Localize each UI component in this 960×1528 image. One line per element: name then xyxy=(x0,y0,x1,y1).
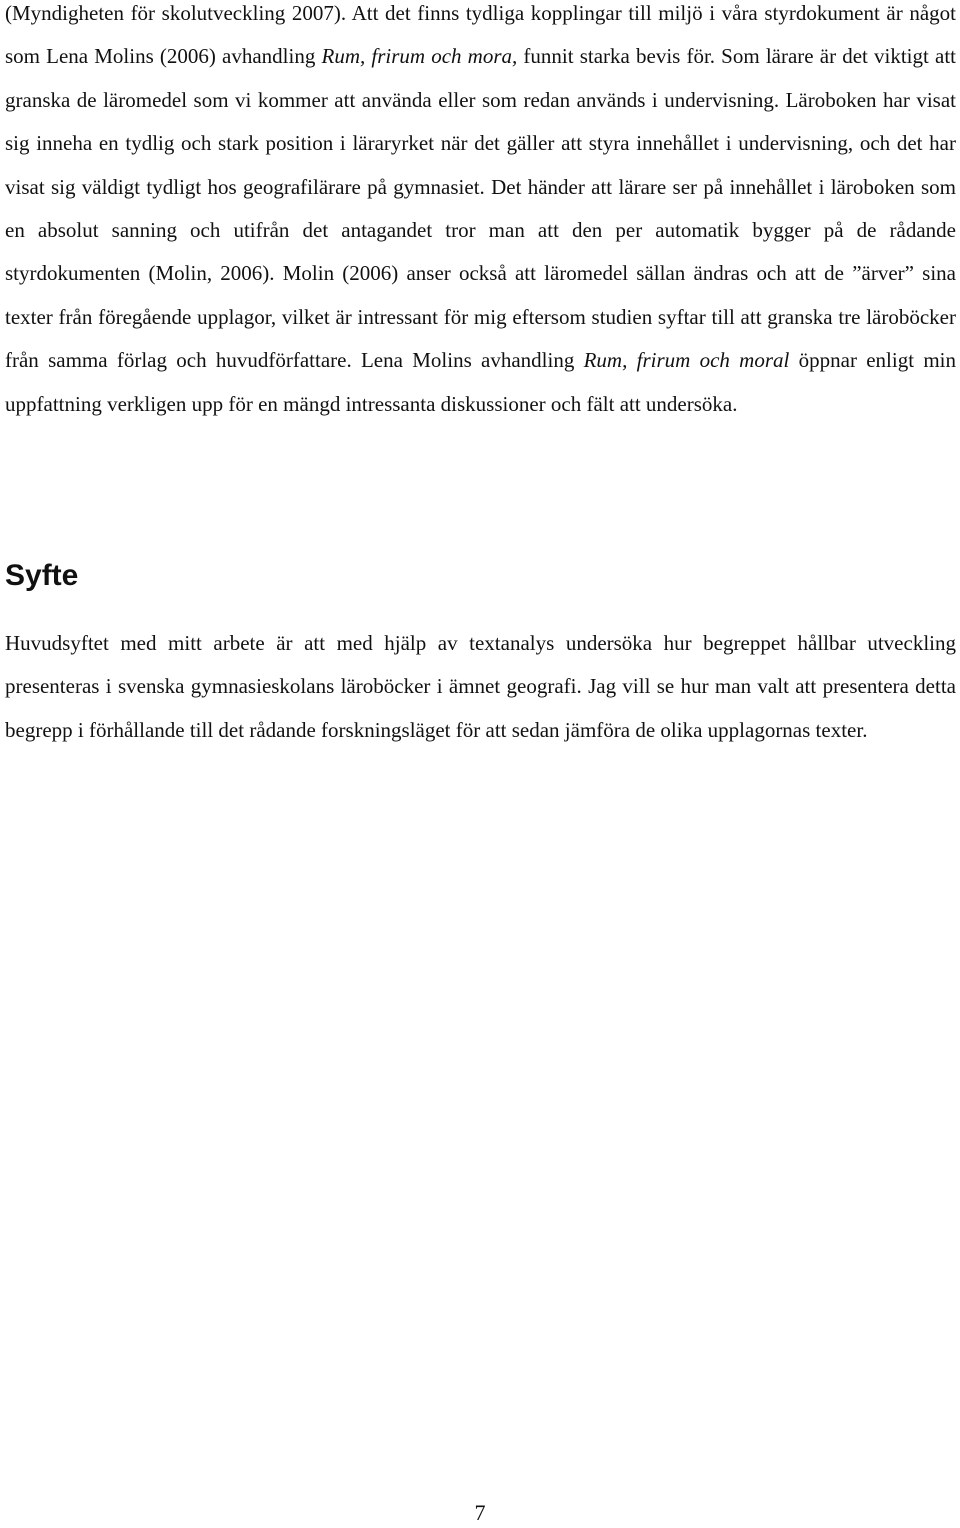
italic-title: Rum, frirum och moral xyxy=(583,348,790,373)
page-number: 7 xyxy=(474,1500,486,1525)
italic-title: Rum, frirum och mora, xyxy=(321,44,518,69)
paragraph-purpose: Huvudsyftet med mitt arbete är att med hjälp av textanalys undersöka hur begreppet hållbar utveckling presenteras i svenska gymnasieskolans läroböcker i ämnet geografi. Jag vill se hur man valt att presentera detta begrepp i förhållande till det rådande forskningsläget för att sedan jämföra de olika upplagornas texter. xyxy=(5,631,956,742)
section-heading: Syfte xyxy=(5,559,79,592)
text-run: öppnar enligt min uppfattning verkligen upp för en mängd intressanta diskussioner och fält att undersöka. xyxy=(5,348,956,416)
text-run: (Myndigheten för skolutveckling 2007). Att det finns tydliga kopplingar till miljö i våra styrdokument är något som Lena Molins (2006) avhandling xyxy=(5,1,956,69)
document-page xyxy=(5,0,956,742)
text-run: funnit starka bevis för. Som lärare är det viktigt att granska de läromedel som vi kommer att använda eller som redan används i undervisning. Läroboken har visat sig inneha en tydlig och stark position i läraryrket när det gäller att styra innehållet i undervisning, och det har visat sig väldigt tydligt hos geografilärare på gymnasiet. Det händer att lärare ser på innehållet i läroboken som en absolut sanning och utifrån det antagandet tror man att den per automatik bygger på de rådande styrdokumenten (Molin, 2006). Molin (2006) anser också att läromedel sällan ändras och att de ”ärver” sina texter från föregående upplagor, vilket är intressant för mig eftersom studien syftar till att granska tre läroböcker från samma förlag och huvudförfattare. Lena Molins avhandling xyxy=(5,44,956,373)
paragraph-intro xyxy=(5,0,956,426)
